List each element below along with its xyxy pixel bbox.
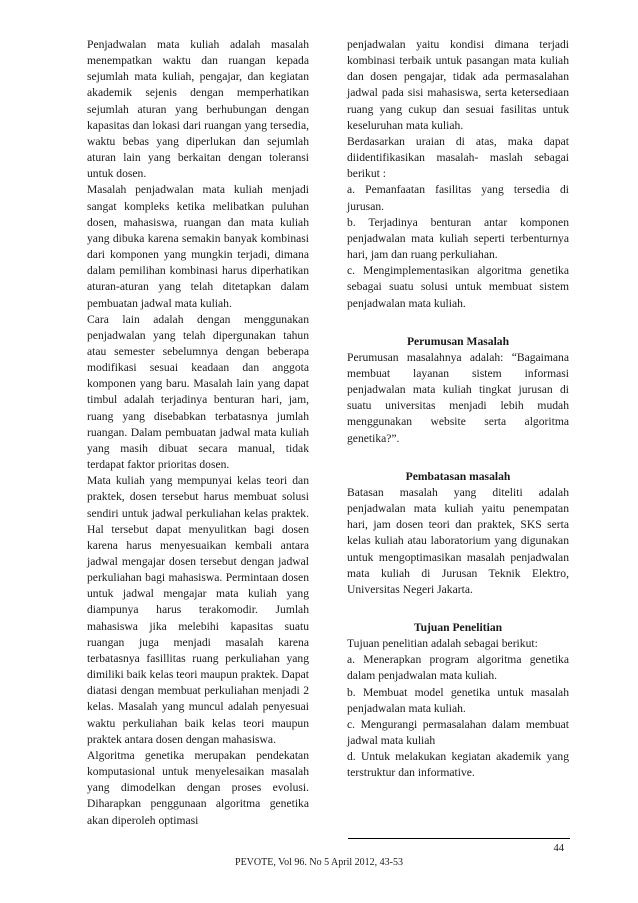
section-heading-perumusan: Perumusan Masalah — [406, 334, 510, 348]
paragraph: Algoritma genetika merupakan pendekatan komputasional untuk menyelesaikan masalah yang dimodelkan dengan proses evolusi. Diharapkan penggunaan algoritma genetika akan diperoleh optimasi — [87, 748, 309, 827]
paragraph: penjadwalan yaitu kondisi dimana terjadi kombinasi terbaik untuk pasangan mata kuliah dan dosen pengajar, tidak ada permasalahan jadwal pada sisi mahasiswa, serta ketersediaan ruang yang cukup dan sesuai fasilitas untuk keseluruhan mata kuliah. — [347, 38, 569, 132]
paragraph: Penjadwalan mata kuliah adalah masalah menempatkan waktu dan ruangan kepada sejumlah mata kuliah, pengajar, dan kegiatan akademik sejenis dengan memperhatikan sejumlah aturan yang berhubungan dengan kapasitas dan lokasi dari ruangan yang tersedia, waktu bebas yang diperlukan dan sejumlah aturan lain yang berkaitan dengan toleransi untuk dosen. — [87, 38, 309, 181]
footer-rule — [348, 838, 570, 839]
list-item: c. Mengurangi permasalahan dalam membuat jadwal mata kuliah — [347, 717, 569, 748]
section-spacer — [347, 312, 569, 334]
section-spacer — [347, 447, 569, 469]
paragraph: Berdasarkan uraian di atas, maka dapat diidentifikasikan masalah- maslah sebagai berikut : — [347, 134, 569, 181]
paragraph: Mata kuliah yang mempunyai kelas teori dan praktek, dosen tersebut harus membuat solusi sendiri untuk jadwal perkuliahan kelas praktek. Hal tersebut dapat menyulitkan bagi dosen karena harus menyesuaikan kembali antara jadwal mengajar dosen tersebut dengan jadwal perkuliahan bagi mahasiswa. Permintaan dosen untuk jadwal mengajar mata kuliah yang diampunya harus terakomodir. Jumlah mahasiswa jika melebihi kapasitas suatu ruangan juga menjadi masalah karena terbatasnya fasillitas ruang perkuliahan yang dimiliki baik kelas teori maupun praktek. Dapat diatasi dengan membuat perkuliahan menjadi 2 kelas. Masalah yang muncul adalah penyesuai waktu perkuliahan baik kelas teori maupun praktek antara dosen dengan mahasiswa. — [87, 474, 309, 746]
list-item: d. Untuk melakukan kegiatan akademik yang terstruktur dan informative. — [347, 750, 569, 780]
list-item: a. Pemanfaatan fasilitas yang tersedia di jurusan. — [347, 183, 569, 213]
section-heading-tujuan: Tujuan Penelitian — [413, 621, 503, 634]
journal-footer: PEVOTE, Vol 96. No 5 April 2012, 43-53 — [235, 857, 403, 868]
paragraph: Perumusan masalahnya adalah: “Bagaimana membuat layanan sistem informasi penjadwalan mata kuliah tingkat jurusan di suatu universitas menjadi lebih mudah menggunakan website serta algoritma genetika?”. — [347, 350, 569, 445]
left-column — [87, 37, 309, 829]
list-item: b. Terjadinya benturan antar komponen penjadwalan mata kuliah seperti terbenturnya hari, jam dan ruang perkuliahan. — [347, 215, 569, 262]
paragraph: Masalah penjadwalan mata kuliah menjadi sangat kompleks ketika melibatkan puluhan dosen, mahasiswa, ruangan dan mata kuliah yang dibuka karena semakin banyak kombinasi dari komponen yang mungkin terjadi, dimana dalam pemilihan kombinasi harus diperhatikan aturan-aturan yang telah ditetapkan dalam pembuatan jadwal mata kuliah. — [87, 183, 309, 310]
list-item: Tujuan penelitian adalah sebagai berikut: — [347, 637, 538, 651]
section-spacer — [347, 598, 569, 620]
list-item: c. Mengimplementasikan algoritma genetika sebagai suatu solusi untuk membuat sistem penjadwalan mata kuliah. — [347, 264, 569, 310]
list-item: a. Menerapkan program algoritma genetika dalam penjadwalan mata kuliah. — [347, 653, 569, 683]
list-item: b. Membuat model genetika untuk masalah penjadwalan mata kuliah. — [347, 685, 569, 715]
page-number: 44 — [553, 843, 564, 854]
paragraph: Cara lain adalah dengan menggunakan penjadwalan yang telah dipergunakan tahun atau semester sebelumnya dengan beberapa modifikasi sesuai keadaan dan anggota komponen yang baru. Masalah lain yang dapat timbul adalah terjadinya benturan hari, jam, ruang yang disebabkan terbatasnya jumlah ruangan. Dalam pembuatan jadwal mata kuliah yang masih dibuat secara manual, tidak terdapat faktor prioritas dosen. — [87, 312, 309, 472]
paragraph: Batasan masalah yang diteliti adalah penjadwalan mata kuliah yaitu penempatan hari, jam dosen teori dan praktek, SKS serta kelas kuliah atau laboratorium yang digunakan untuk mengoptimasikan masalah penjadwalan mata kuliah di Jurusan Teknik Elektro, Universitas Negeri Jakarta. — [347, 485, 569, 596]
section-heading-pembatasan: Pembatasan masalah — [405, 469, 511, 483]
right-column — [347, 37, 569, 782]
